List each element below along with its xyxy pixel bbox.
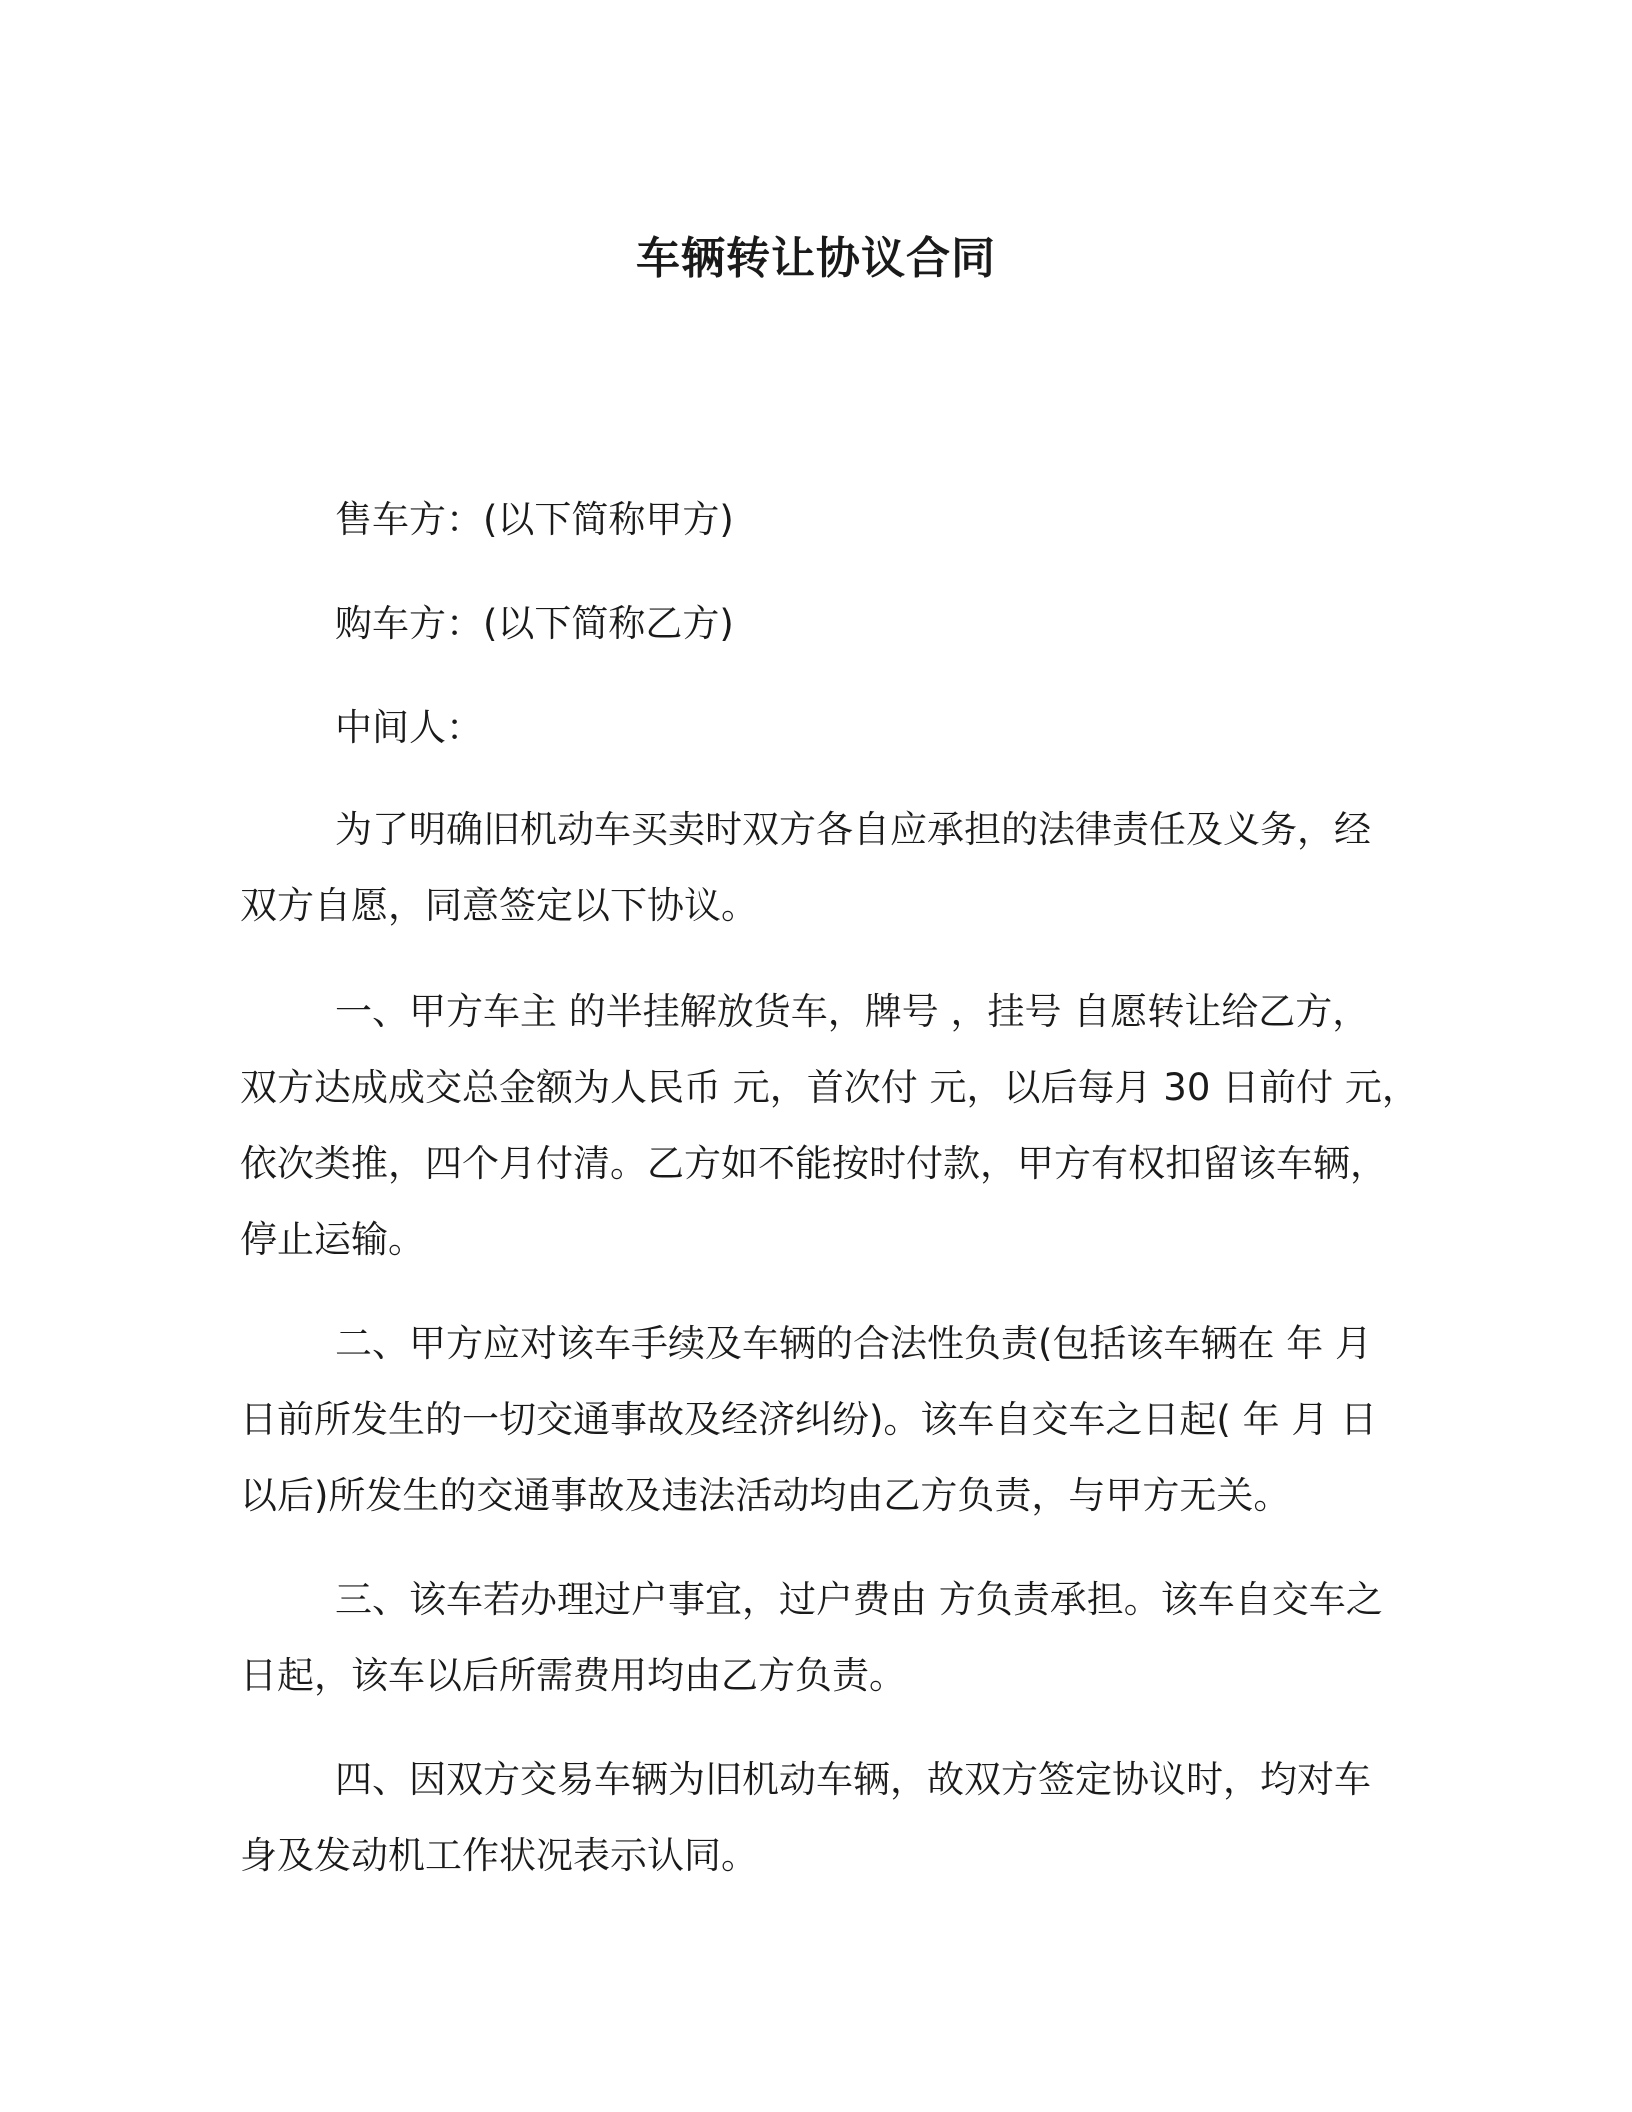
clause2-line-1: 二、甲方应对该车手续及车辆的合法性负责(包括该车辆在 年 月	[335, 1322, 1372, 1365]
middleman-line: 中间人：	[335, 706, 483, 749]
intro-line-1: 为了明确旧机动车买卖时双方各自应承担的法律责任及义务，经	[335, 808, 1371, 851]
clause4-line-2: 身及发动机工作状况表示认同。	[240, 1834, 758, 1877]
clause3-line-2: 日起，该车以后所需费用均由乙方负责。	[240, 1654, 906, 1697]
clause2-line-2: 日前所发生的一切交通事故及经济纠纷)。该车自交车之日起( 年 月 日	[240, 1398, 1378, 1441]
clause1-line-3: 依次类推，四个月付清。乙方如不能按时付款，甲方有权扣留该车辆，	[240, 1142, 1387, 1185]
clause1-line-2: 双方达成成交总金额为人民币 元，首次付 元，以后每月 30 日前付 元，	[240, 1066, 1419, 1109]
clause3-line-1: 三、该车若办理过户事宜，过户费由 方负责承担。该车自交车之	[335, 1578, 1383, 1621]
buyer-line: 购车方：(以下简称乙方)	[335, 602, 734, 645]
clause1-line-1: 一、甲方车主 的半挂解放货车，牌号 ，挂号 自愿转让给乙方，	[335, 990, 1370, 1033]
clause1-line-4: 停止运输。	[240, 1218, 425, 1261]
document-title: 车辆转让协议合同	[636, 233, 996, 284]
clause4-line-1: 四、因双方交易车辆为旧机动车辆，故双方签定协议时，均对车	[335, 1758, 1371, 1801]
seller-line: 售车方：(以下简称甲方)	[335, 498, 734, 541]
clause2-line-3: 以后)所发生的交通事故及违法活动均由乙方负责，与甲方无关。	[240, 1474, 1291, 1517]
intro-line-2: 双方自愿，同意签定以下协议。	[240, 884, 758, 927]
